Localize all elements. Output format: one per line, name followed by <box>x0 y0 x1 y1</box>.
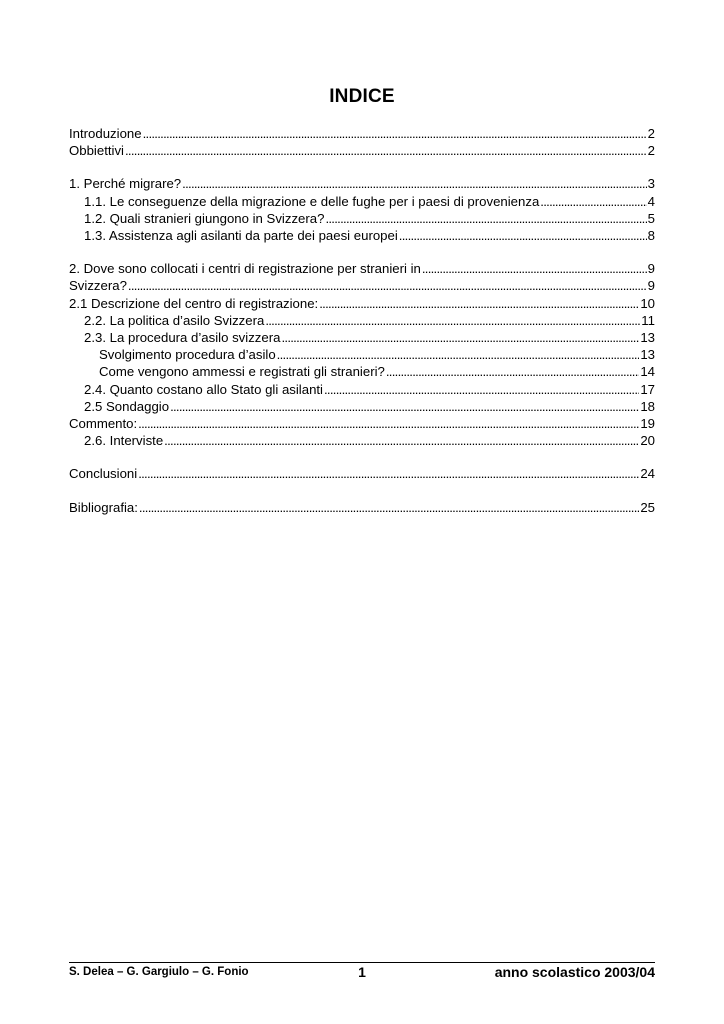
toc-page-number: 9 <box>647 278 655 294</box>
toc-entry-2-4[interactable] <box>69 381 655 398</box>
toc-entry-label: Commento: <box>69 416 138 432</box>
toc-entry-bibliografia[interactable] <box>69 499 655 516</box>
toc-entry-2-1[interactable] <box>69 295 655 312</box>
toc-entry-1-2[interactable] <box>69 210 655 227</box>
toc-entry-label: Obbiettivi <box>69 143 124 159</box>
section-spacer <box>69 159 655 175</box>
toc-leader-dots <box>170 398 639 415</box>
toc-page-number: 4 <box>647 193 655 209</box>
toc-entry-label: 2.6. Interviste <box>84 433 164 449</box>
toc-leader-dots <box>125 142 647 159</box>
toc-page-number: 9 <box>647 261 655 277</box>
toc-entry-label: Svolgimento procedura d’asilo <box>99 347 276 363</box>
toc-page-number: 25 <box>640 499 655 515</box>
toc-page-number: 11 <box>641 312 655 328</box>
toc-entry-1-3[interactable] <box>69 227 655 244</box>
toc-page-number: 2 <box>647 143 655 159</box>
toc-entry-label: 2.4. Quanto costano allo Stato gli asilanti <box>84 381 323 397</box>
toc-entry-label: 1. Perché migrare? <box>69 176 182 192</box>
toc-entry-commento[interactable] <box>69 415 655 432</box>
toc-leader-dots <box>182 175 647 192</box>
toc-page-number: 3 <box>647 176 655 192</box>
toc-entry-label: 2.2. La politica d’asilo Svizzera <box>84 312 265 328</box>
page-title: INDICE <box>329 86 395 107</box>
toc-leader-dots <box>143 125 647 142</box>
toc-entry-label: Come vengono ammessi e registrati gli stranieri? <box>99 364 385 380</box>
toc-entry-svizzera[interactable] <box>69 277 655 294</box>
toc-entry-svolgimento[interactable] <box>69 346 655 363</box>
toc-entry-label: 2.5 Sondaggio <box>84 398 170 414</box>
toc-page-number: 18 <box>640 398 655 414</box>
toc-leader-dots <box>138 465 639 482</box>
toc-page-number: 24 <box>640 466 655 482</box>
toc-leader-dots <box>540 193 646 210</box>
toc-leader-dots <box>138 415 639 432</box>
toc-leader-dots <box>422 260 647 277</box>
toc-leader-dots <box>319 295 639 312</box>
toc-leader-dots <box>399 227 647 244</box>
footer-authors: S. Delea – G. Gargiulo – G. Fonio <box>69 966 249 978</box>
toc-page-number: 13 <box>640 330 655 346</box>
toc-entry-come-vengono[interactable] <box>69 363 655 380</box>
toc-entry-introduzione[interactable] <box>69 125 655 142</box>
toc-page-number: 17 <box>640 381 655 397</box>
toc-entry-label: 2.3. La procedura d’asilo svizzera <box>84 330 281 346</box>
table-of-contents <box>69 125 655 516</box>
section-spacer <box>69 244 655 260</box>
toc-leader-dots <box>265 312 640 329</box>
toc-entry-label: 1.1. Le conseguenze della migrazione e delle fughe per i paesi di provenienza <box>84 193 540 209</box>
toc-entry-label: Introduzione <box>69 126 142 141</box>
toc-entry-conclusioni[interactable] <box>69 465 655 482</box>
toc-entry-label: Svizzera? <box>69 278 127 294</box>
toc-leader-dots <box>128 277 647 294</box>
toc-page-number: 10 <box>640 295 655 311</box>
toc-entry-2-3[interactable] <box>69 329 655 346</box>
toc-entry-label: Conclusioni <box>69 466 138 482</box>
toc-leader-dots <box>324 381 639 398</box>
toc-entry-perche-migrare[interactable] <box>69 175 655 192</box>
footer-page-number: 1 <box>358 964 366 980</box>
footer-divider <box>69 962 655 963</box>
toc-page-number: 19 <box>640 416 655 432</box>
toc-entry-1-1[interactable] <box>69 193 655 210</box>
page-footer <box>69 965 655 981</box>
toc-page-number: 8 <box>647 228 655 244</box>
toc-page-number: 5 <box>647 210 655 226</box>
toc-page-number: 13 <box>640 347 655 363</box>
footer-school-year: anno scolastico 2003/04 <box>494 964 655 980</box>
toc-page-number: 2 <box>647 126 655 141</box>
toc-entry-label: 1.2. Quali stranieri giungono in Svizzera? <box>84 210 325 226</box>
toc-leader-dots <box>139 499 639 516</box>
section-spacer <box>69 483 655 499</box>
toc-entry-obbiettivi[interactable] <box>69 142 655 159</box>
toc-entry-label: Bibliografia: <box>69 499 138 515</box>
toc-entry-2-6[interactable] <box>69 432 655 449</box>
toc-entry-label: 2.1 Descrizione del centro di registrazione: <box>69 295 319 311</box>
toc-leader-dots <box>281 329 639 346</box>
toc-entry-2-2[interactable] <box>69 312 655 329</box>
toc-entry-dove-sono-collocati[interactable] <box>69 260 655 277</box>
toc-leader-dots <box>386 363 639 380</box>
toc-leader-dots <box>164 432 639 449</box>
toc-entry-2-5[interactable] <box>69 398 655 415</box>
toc-entry-label: 1.3. Assistenza agli asilanti da parte dei paesi europei <box>84 228 398 244</box>
toc-leader-dots <box>325 210 646 227</box>
toc-leader-dots <box>277 346 640 363</box>
toc-page-number: 14 <box>640 364 655 380</box>
toc-entry-label: 2. Dove sono collocati i centri di registrazione per stranieri in <box>69 261 421 277</box>
toc-page-number: 20 <box>640 433 655 449</box>
section-spacer <box>69 449 655 465</box>
